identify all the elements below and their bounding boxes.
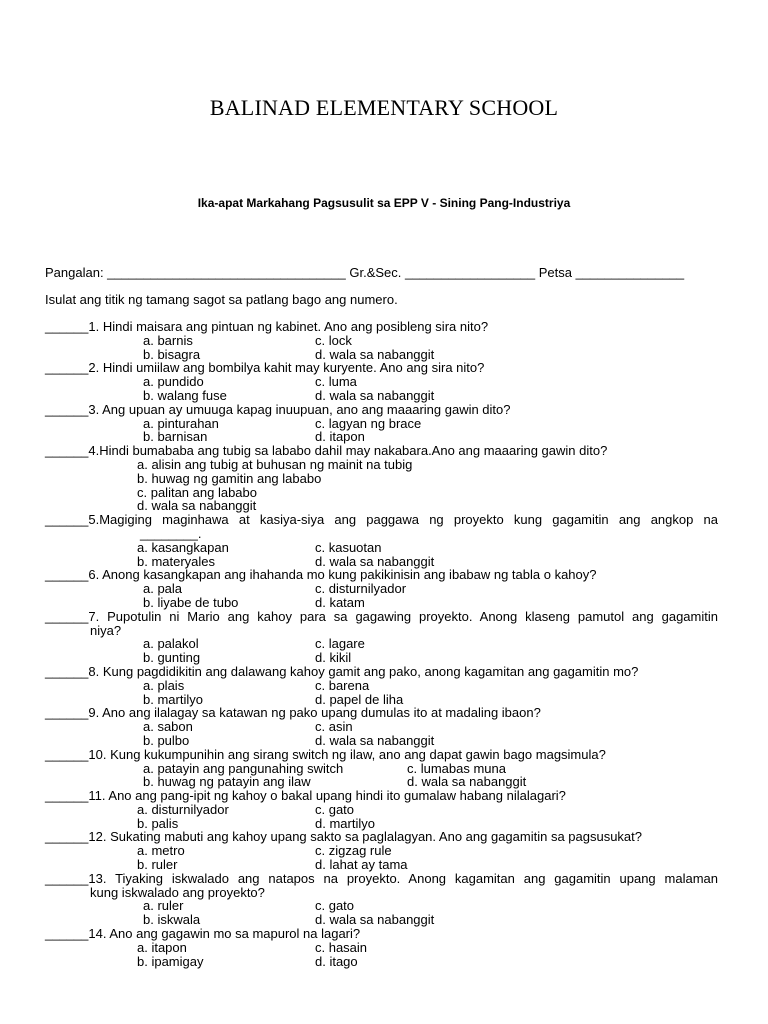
question-text: 8. Kung pagdidikitin ang dalawang kahoy gamit ang pako, anong kagamitan ang gagamitin mo? — [88, 663, 639, 679]
choice-option: b. barnisan — [143, 429, 208, 445]
question-text: 12. Sukating mabuti ang kahoy upang sakto sa paglalagyan. Ano ang gagamitin sa pagsusukat? — [88, 829, 643, 845]
question-line — [45, 872, 718, 886]
question-line — [45, 361, 718, 375]
choice-option: b. ipamigay — [137, 953, 204, 969]
student-info-line: Pangalan: _________________________________ Gr.&Sec. __________________ Petsa _______________ — [45, 265, 685, 280]
choice-option: c. luma — [315, 374, 357, 390]
choice-option: b. pulbo — [143, 732, 190, 748]
question-item — [45, 513, 718, 568]
answer-blank[interactable]: ______ — [45, 401, 89, 417]
question-item — [45, 789, 718, 830]
choice-row — [45, 486, 718, 500]
choices — [45, 582, 718, 610]
question-item — [45, 444, 718, 513]
choice-option: a. palakol — [143, 636, 199, 652]
choice-row — [45, 417, 718, 431]
question-line — [45, 748, 718, 762]
question-line — [45, 927, 718, 941]
choice-row — [45, 720, 718, 734]
choices — [45, 334, 718, 362]
choice-row — [45, 734, 718, 748]
choice-row — [45, 858, 718, 872]
question-line — [45, 444, 718, 458]
choice-row — [45, 913, 718, 927]
choice-row — [45, 334, 718, 348]
choice-row — [45, 348, 718, 362]
choice-option: d. wala sa nabanggit — [315, 732, 435, 748]
question-text: 14. Ano ang gagawin mo sa mapurol na lagari? — [88, 926, 361, 942]
question-item — [45, 872, 718, 927]
choice-option: c. asin — [315, 719, 353, 735]
choice-option: b. gunting — [143, 650, 201, 666]
question-line — [45, 320, 718, 334]
choice-option: c. palitan ang lababo — [137, 484, 257, 500]
choice-option: a. metro — [137, 843, 185, 859]
question-text-continued: niya? — [90, 622, 122, 638]
choices — [45, 458, 718, 513]
choices — [45, 541, 718, 569]
answer-blank[interactable]: ______ — [45, 705, 89, 721]
choice-option: d. itapon — [315, 429, 365, 445]
question-item — [45, 361, 718, 402]
choice-option: d. wala sa nabanggit — [315, 387, 435, 403]
choice-row — [45, 941, 718, 955]
choice-option: d. katam — [315, 594, 365, 610]
choices — [45, 720, 718, 748]
question-item — [45, 320, 718, 361]
choice-row — [45, 844, 718, 858]
choice-option: b. liyabe de tubo — [143, 594, 239, 610]
choice-option: a. barnis — [143, 332, 193, 348]
choice-option: a. alisin ang tubig at buhusan ng mainit na tubig — [137, 456, 413, 472]
question-text: 6. Anong kasangkapan ang ihahanda mo kung pakikinisin ang ibabaw ng tabla o kahoy? — [88, 567, 597, 583]
school-name: BALINAD ELEMENTARY SCHOOL — [209, 95, 559, 120]
choice-row — [45, 762, 718, 776]
choice-option: b. bisagra — [143, 346, 201, 362]
choice-row — [45, 637, 718, 651]
answer-blank[interactable]: ______ — [45, 567, 89, 583]
choice-option: d. wala sa nabanggit — [315, 346, 435, 362]
choice-row — [45, 679, 718, 693]
choice-row — [45, 499, 718, 513]
choices — [45, 941, 718, 969]
choice-option: d. wala sa nabanggit — [315, 553, 435, 569]
answer-blank[interactable]: ______ — [45, 829, 89, 845]
choice-option: c. lagyan ng brace — [315, 415, 422, 431]
instructions: Isulat ang titik ng tamang sagot sa patlang bago ang numero. — [45, 292, 398, 307]
answer-blank[interactable]: ______ — [45, 360, 89, 376]
choice-option: d. itago — [315, 953, 358, 969]
choice-option: b. ruler — [137, 857, 178, 873]
choice-option: c. lumabas muna — [407, 760, 506, 776]
question-text: 2. Hindi umiilaw ang bombilya kahit may kuryente. Ano ang sira nito? — [88, 360, 485, 376]
choice-row — [45, 955, 718, 969]
question-text: 13. Tiyaking iskwalado ang natapos na proyekto. Anong kagamitan ang gagamitin upang malaman — [88, 870, 718, 886]
choice-row — [45, 693, 718, 707]
question-text: 9. Ano ang ilalagay sa katawan ng pako upang dumulas ito at madaling ibaon? — [88, 705, 541, 721]
choice-option: a. patayin ang pangunahing switch — [143, 760, 344, 776]
choice-row — [45, 775, 718, 789]
question-line — [45, 403, 718, 417]
choice-option: c. lock — [315, 332, 352, 348]
choices — [45, 679, 718, 707]
choice-option: d. wala sa nabanggit — [315, 912, 435, 928]
choices — [45, 803, 718, 831]
choice-option: d. wala sa nabanggit — [137, 498, 257, 514]
choice-row — [45, 389, 718, 403]
answer-blank[interactable]: ______ — [45, 608, 89, 624]
choice-option: b. materyales — [137, 553, 216, 569]
choice-option: b. huwag ng gamitin ang lababo — [137, 470, 322, 486]
question-text: 3. Ang upuan ay umuuga kapag inuupuan, ano ang maaaring gawin dito? — [88, 401, 511, 417]
choices — [45, 637, 718, 665]
question-item — [45, 568, 718, 609]
choice-option: c. kasuotan — [315, 539, 382, 555]
choice-option: b. martilyo — [143, 691, 203, 707]
choice-row — [45, 651, 718, 665]
question-text-continued: kung iskwalado ang proyekto? — [90, 884, 265, 900]
question-item — [45, 610, 718, 665]
choice-option: d. lahat ay tama — [315, 857, 408, 873]
choice-row — [45, 803, 718, 817]
choice-option: c. gato — [315, 898, 355, 914]
choice-row — [45, 582, 718, 596]
question-line — [45, 513, 718, 527]
choice-row — [45, 555, 718, 569]
choice-row — [45, 375, 718, 389]
question-line — [45, 610, 718, 624]
choice-option: c. lagare — [315, 636, 365, 652]
choice-option: d. martilyo — [315, 815, 375, 831]
choice-option: b. huwag ng patayin ang ilaw — [143, 774, 311, 790]
answer-blank[interactable]: ______ — [45, 926, 89, 942]
choice-row — [45, 472, 718, 486]
question-line — [45, 830, 718, 844]
question-text: 4.Hindi bumababa ang tubig sa lababo dahil may nakabara.Ano ang maaaring gawin dito? — [88, 443, 608, 459]
question-line — [45, 665, 718, 679]
choice-option: c. gato — [315, 801, 355, 817]
question-item — [45, 706, 718, 747]
choice-option: a. pinturahan — [143, 415, 219, 431]
question-text: 7. Pupotulin ni Mario ang kahoy para sa gagawing proyekto. Anong klaseng pamutol ang gagamitin — [88, 608, 718, 624]
question-text: 11. Ano ang pang-ipit ng kahoy o bakal upang hindi ito gumalaw habang nilalagari? — [88, 788, 566, 804]
question-line — [45, 568, 718, 582]
choice-option: a. pala — [143, 581, 183, 597]
choice-row — [45, 430, 718, 444]
question-line — [45, 789, 718, 803]
question-text: 1. Hindi maisara ang pintuan ng kabinet. Ano ang posibleng sira nito? — [88, 319, 489, 334]
choice-option: c. hasain — [315, 939, 368, 955]
choice-option: d. papel de liha — [315, 691, 404, 707]
choice-option: c. barena — [315, 677, 370, 693]
choice-row — [45, 899, 718, 913]
choices — [45, 375, 718, 403]
question-item — [45, 927, 718, 968]
answer-blank[interactable]: ______ — [45, 512, 89, 528]
choice-option: b. iskwala — [143, 912, 201, 928]
choices — [45, 762, 718, 790]
question-text: 10. Kung kukumpunihin ang sirang switch ng ilaw, ano ang dapat gawin bago magsimula? — [88, 746, 606, 762]
answer-blank[interactable]: ______ — [45, 746, 89, 762]
choices — [45, 844, 718, 872]
question-line — [45, 706, 718, 720]
answer-blank[interactable]: ______ — [45, 870, 89, 886]
question-item — [45, 830, 718, 871]
answer-blank[interactable]: ______ — [45, 788, 89, 804]
choice-option: c. disturnilyador — [315, 581, 407, 597]
answer-blank[interactable]: ______ — [45, 443, 89, 459]
choice-option: c. zigzag rule — [315, 843, 392, 859]
answer-blank[interactable]: ______ — [45, 663, 89, 679]
choice-option: a. sabon — [143, 719, 193, 735]
answer-blank[interactable]: ______ — [45, 319, 89, 334]
choice-option: a. pundido — [143, 374, 204, 390]
choice-option: b. palis — [137, 815, 179, 831]
choice-option: d. kikil — [315, 650, 352, 666]
question-item — [45, 665, 718, 706]
choice-option: a. kasangkapan — [137, 539, 229, 555]
question-item — [45, 403, 718, 444]
choice-option: b. walang fuse — [143, 387, 227, 403]
question-list — [45, 320, 718, 968]
choice-option: a. disturnilyador — [137, 801, 229, 817]
choice-option: a. itapon — [137, 939, 187, 955]
question-text: 5.Magiging maginhawa at kasiya-siya ang paggawa ng proyekto kung gagamitin ang angkop na — [88, 512, 718, 528]
choice-option: d. wala sa nabanggit — [407, 774, 527, 790]
exam-title: Ika-apat Markahang Pagsusulit sa EPP V - Sining Pang-Industriya — [197, 196, 571, 210]
choice-row — [45, 458, 718, 472]
choice-row — [45, 596, 718, 610]
choices — [45, 417, 718, 445]
choice-option: a. ruler — [143, 898, 184, 914]
question-item — [45, 748, 718, 789]
choices — [45, 899, 718, 927]
question-text-continued: ________. — [140, 525, 202, 541]
choice-row — [45, 541, 718, 555]
choice-option: a. plais — [143, 677, 185, 693]
choice-row — [45, 817, 718, 831]
